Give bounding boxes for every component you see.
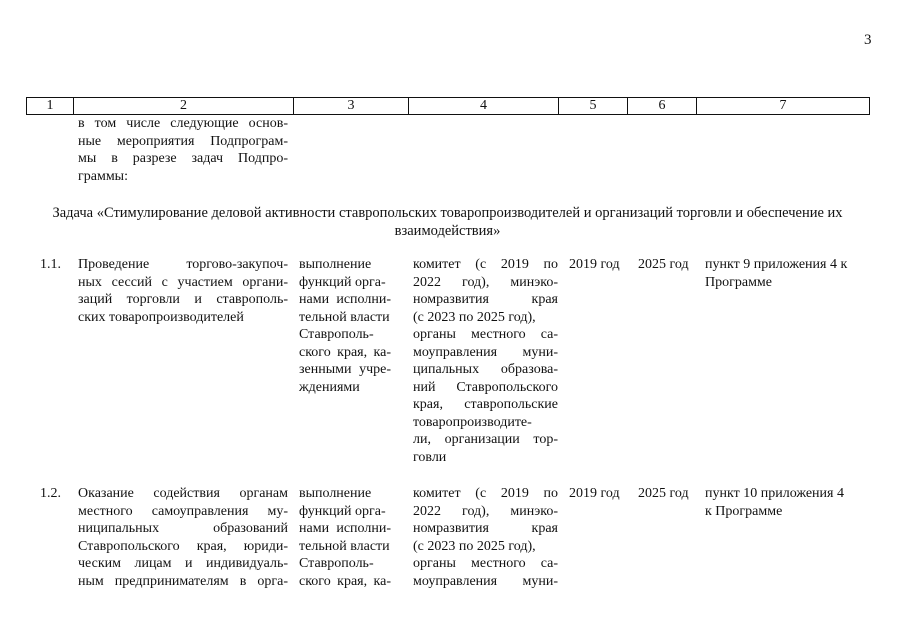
measure-name-line: ческим лицам и индивидуаль- [78,556,288,571]
header-col-3: 3 [294,98,409,115]
header-col-7: 7 [697,98,870,115]
measure-name-line: местного самоуправления му- [78,503,288,519]
row-number: 1.2. [40,486,61,501]
responsible-line: (с 2023 по 2025 год), [413,309,536,325]
task-title-line: Задача «Стимулирование деловой активности ставропольских товаропроизводителей и организаций торговли и обеспечение их [52,205,843,221]
responsible-executors [413,256,558,466]
responsible-line: края, ставропольские [413,397,558,412]
measure-name-line: Ставропольского края, юриди- [78,538,288,554]
start-year: 2019 год [569,257,620,272]
row-number: 1.1. [40,257,61,272]
executor-line: Ставрополь- [299,556,374,571]
header-col-5: 5 [559,98,628,115]
header-col-6: 6 [628,98,697,115]
responsible-line: ципальных образова- [413,362,558,377]
responsible-line: говли [413,449,447,465]
intro-line: в том числе следующие основ- [78,116,288,131]
executor-type [299,256,391,396]
end-year: 2025 год [638,257,689,272]
measure-name-line: ских товаропроизводителей [78,309,244,325]
start-year: 2019 год [569,486,620,501]
responsible-line: комитет (с 2019 по [413,486,558,501]
executor-line: функций орга- [299,503,386,519]
executor-type [299,485,391,590]
executor-line: зенными учре- [299,362,391,377]
executor-line: тельной власти [299,538,390,554]
executor-line: ского края, ка- [299,573,391,589]
measure-name [78,256,288,326]
measure-name-line: ных сессий с участием органи- [78,274,288,290]
appendix-reference [705,256,865,291]
reference-line: пункт 9 приложения 4 к [705,257,848,272]
intro-text [78,115,288,185]
responsible-line: 2022 год), минэко- [413,503,558,519]
measure-name-line: Оказание содействия органам [78,486,288,501]
executor-line: ждениями [299,379,360,395]
intro-line: мы в разрезе задач Подпро- [78,151,288,166]
measure-name [78,485,288,590]
task-title-line: взаимодействия» [394,223,501,239]
responsible-executors [413,485,558,590]
responsible-line: ли, организации тор- [413,432,558,447]
reference-line: пункт 10 приложения 4 [705,486,844,501]
responsible-line: 2022 год), минэко- [413,274,558,290]
responsible-line: органы местного са- [413,327,558,342]
responsible-line: комитет (с 2019 по [413,257,558,272]
task-title [26,204,869,240]
header-col-4: 4 [409,98,559,115]
responsible-line: номразвития края [413,292,558,307]
responsible-line: номразвития края [413,521,558,536]
executor-line: функций орга- [299,274,386,290]
header-col-1: 1 [27,98,74,115]
end-year: 2025 год [638,486,689,501]
executor-line: нами исполни- [299,521,391,536]
column-number-header [26,97,870,115]
reference-line: Программе [705,274,772,290]
measure-name-line: заций торговли и ставрополь- [78,292,288,307]
header-col-2: 2 [74,98,294,115]
responsible-line: товаропроизводите- [413,414,532,430]
executor-line: тельной власти [299,309,390,325]
intro-line: ные мероприятия Подпрограм- [78,133,288,149]
executor-line: Ставрополь- [299,327,374,342]
responsible-line: органы местного са- [413,556,558,571]
responsible-line: моуправления муни- [413,573,558,589]
appendix-reference [705,485,865,520]
responsible-line: ний Ставропольского [413,379,558,395]
page-number: 3 [864,32,872,48]
executor-line: выполнение [299,486,372,501]
measure-name-line: ниципальных образований [78,521,288,536]
executor-line: выполнение [299,257,372,272]
reference-line: к Программе [705,503,783,519]
measure-name-line: Проведение торгово-закупоч- [78,257,288,272]
measure-name-line: ным предпринимателям в орга- [78,573,288,589]
intro-line: граммы: [78,168,128,184]
executor-line: ского края, ка- [299,344,391,360]
responsible-line: (с 2023 по 2025 год), [413,538,536,554]
executor-line: нами исполни- [299,292,391,307]
responsible-line: моуправления муни- [413,344,558,360]
